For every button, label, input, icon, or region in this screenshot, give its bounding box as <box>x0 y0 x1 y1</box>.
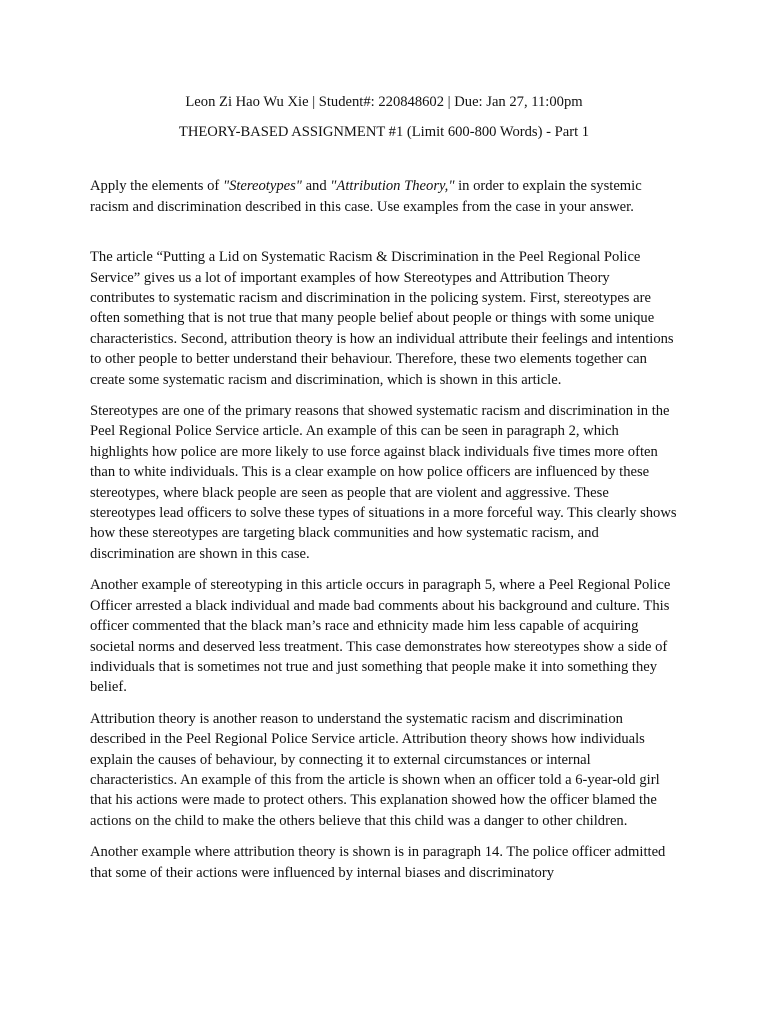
prompt-text-1: Apply the elements of <box>90 178 223 194</box>
assignment-prompt <box>90 176 678 217</box>
prompt-text-2: and <box>301 178 331 194</box>
prompt-text-3: in order to explain the systemic racism and discrimination described in this case. Use examples from the case in your answer. <box>90 178 642 215</box>
student-info-line: Leon Zi Hao Wu Xie | Student#: 220848602 | Due: Jan 27, 11:00pm <box>185 94 583 110</box>
document-header <box>90 0 678 142</box>
essay-paragraph-5: Another example where attribution theory is shown is in paragraph 14. The police officer admitted that some of their actions were influenced by internal biases and discriminatory <box>90 844 666 881</box>
essay-paragraph-3: Another example of stereotyping in this article occurs in paragraph 5, where a Peel Regional Police Officer arrested a black individual and made bad comments about his background and culture. This officer commented that the black man’s race and ethnicity made him less capable of acquiring societal norms and deserved less treatment. This case demonstrates how stereotypes show a side of individuals that is sometimes not true and just something that people make it into something they belief. <box>90 577 671 696</box>
essay-paragraph-2: Stereotypes are one of the primary reasons that showed systematic racism and discrimination in the Peel Regional Police Service article. An example of this can be seen in paragraph 2, which highlights how police are more likely to use force against black individuals five times more often than to white individuals. This is a clear example on how police officers are influenced by these stereotypes, where black people are seen as people that are violent and aggressive. These stereotypes lead officers to solve these types of situations in a more forceful way. This clearly shows how these stereotypes are targeting black communities and how systematic racism, and discrimination are shown in this case. <box>90 403 677 562</box>
prompt-term-stereotypes: "Stereotypes" <box>222 178 302 194</box>
assignment-title: THEORY-BASED ASSIGNMENT #1 (Limit 600-800 Words) - Part 1 <box>178 124 590 140</box>
essay-paragraph-1: The article “Putting a Lid on Systematic Racism & Discrimination in the Peel Regional Police Service” gives us a lot of important examples of how Stereotypes and Attribution Theory contributes to systematic racism and discrimination in the policing system. First, stereotypes are often something that is not true that many people belief about people or things with some unique characteristics. Second, attribution theory is how an individual attribute their feelings and intentions to other people to better understand their behaviour. Therefore, these two elements together can create some systematic racism and discrimination, which is shown in this article. <box>90 249 674 388</box>
essay-paragraph-4: Attribution theory is another reason to understand the systematic racism and discrimination described in the Peel Regional Police Service article. Attribution theory shows how individuals explain the causes of behaviour, by connecting it to external circumstances or internal characteristics. An example of this from the article is shown when an officer told a 6-year-old girl that his actions were made to protect others. This explanation showed how the officer blamed the actions on the child to make the others believe that this child was a danger to other children. <box>90 710 660 829</box>
prompt-term-attribution-theory: "Attribution Theory," <box>330 178 455 194</box>
essay-body <box>90 247 678 883</box>
